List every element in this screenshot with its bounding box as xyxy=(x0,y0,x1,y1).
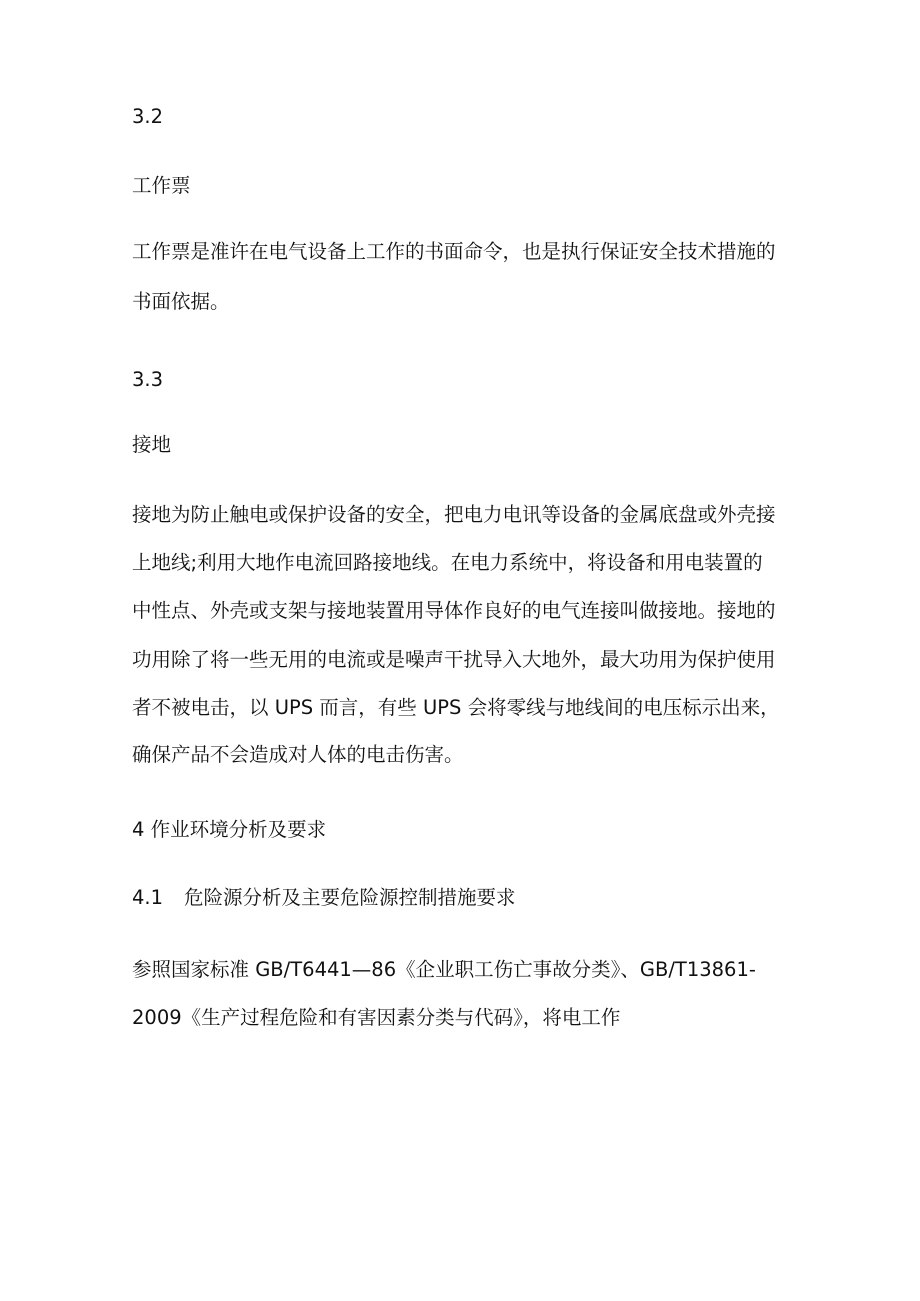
section-3-3-title: 接地 xyxy=(132,433,172,456)
section-4-1-heading xyxy=(132,883,516,913)
section-3-3-number: 3.3 xyxy=(132,368,164,391)
section-3-2-number: 3.2 xyxy=(132,105,164,128)
section-3-3-paragraph-line: 确保产品不会造成对人体的电击伤害。 xyxy=(132,743,464,766)
section-3-3-paragraph-line: 上地线;利用大地作电流回路接地线。在电力系统中，将设备和用电装置的 xyxy=(132,551,763,574)
section-4-1-title: 危险源分析及主要危险源控制措施要求 xyxy=(184,886,516,909)
section-3-3-paragraph-line: 功用除了将一些无用的电流或是噪声干扰导入大地外，最大功用为保护使用 xyxy=(132,648,776,671)
section-4-1-number: 4.1 xyxy=(132,886,164,909)
section-3-2-paragraph-line: 工作票是准许在电气设备上工作的书面命令，也是执行保证安全技术措施的 xyxy=(132,240,776,263)
section-3-3-paragraph-line: 者不被电击，以 UPS 而言，有些 UPS 会将零线与地线间的电压标示出来， xyxy=(132,696,780,719)
section-4-1-paragraph-line: 参照国家标准 GB/T6441—86《企业职工伤亡事故分类》、GB/T13861- xyxy=(132,958,756,981)
section-4-heading: 4 作业环境分析及要求 xyxy=(132,818,327,841)
section-3-2-title: 工作票 xyxy=(132,174,191,197)
section-3-3-paragraph-line: 中性点、外壳或支架与接地装置用导体作良好的电气连接叫做接地。接地的 xyxy=(132,599,776,622)
section-4-1-paragraph-line: 2009《生产过程危险和有害因素分类与代码》，将电工作 xyxy=(132,1006,621,1029)
section-3-2-paragraph-line: 书面依据。 xyxy=(132,290,230,313)
section-3-3-paragraph-line: 接地为防止触电或保护设备的安全，把电力电讯等设备的金属底盘或外壳接 xyxy=(132,503,776,526)
